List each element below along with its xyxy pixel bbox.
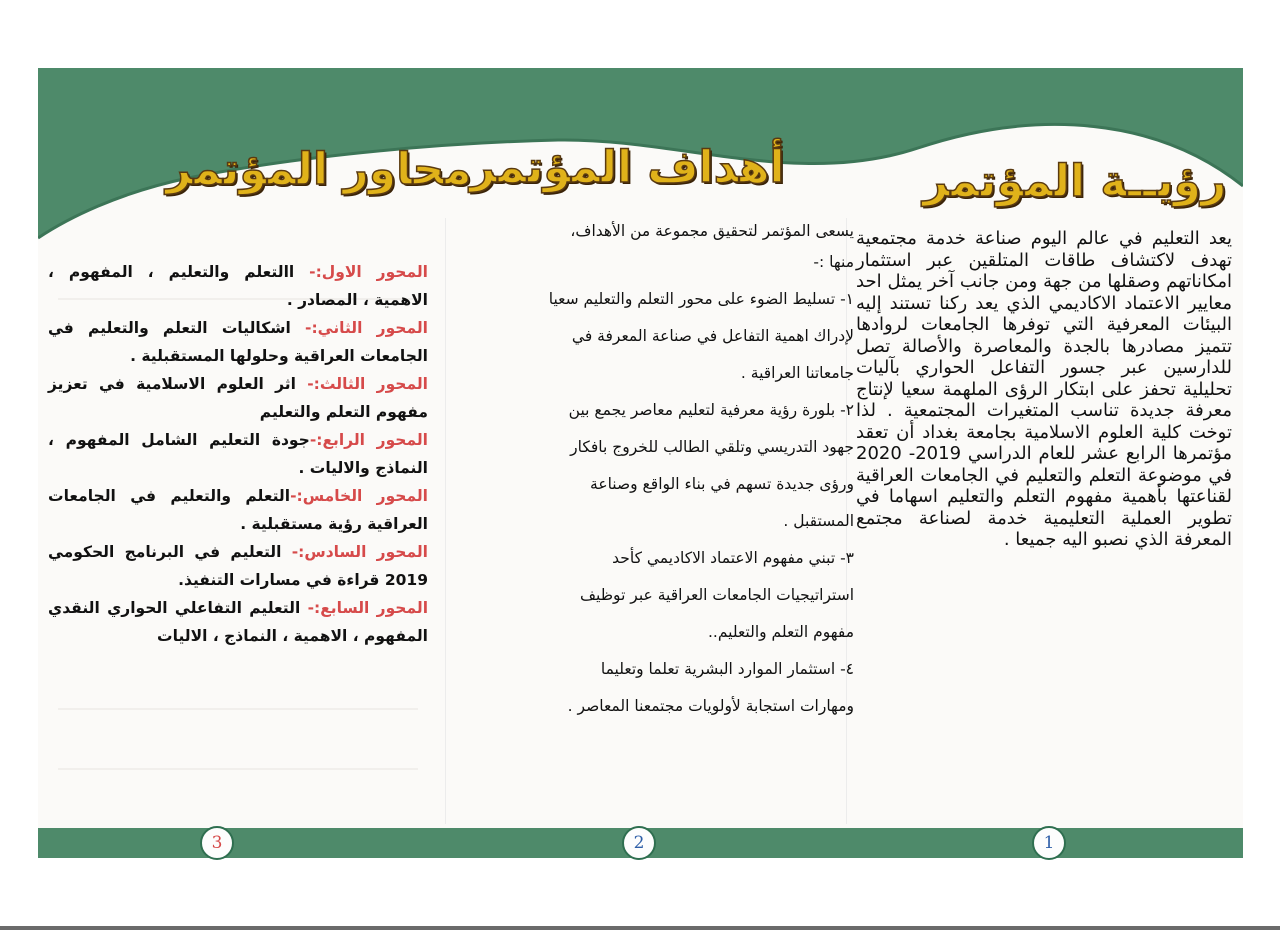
axis-text: جودة التعليم الشامل المفهوم ، النماذج والاليات .: [48, 431, 428, 477]
page-bottom-rule: [0, 926, 1280, 930]
goals-line: جامعاتنا العراقية .: [740, 364, 854, 382]
axes-list: [48, 258, 428, 650]
goals-line: جهود التدريسي وتلقي الطالب للخروج بافكار: [570, 438, 854, 456]
axis-text: اشكاليات التعلم والتعليم في الجامعات العراقية وحلولها المستقبلية .: [48, 319, 428, 365]
axis-item: [48, 314, 428, 370]
vision-heading: رؤيــة المؤتمر: [923, 156, 1227, 207]
goals-line: يسعى المؤتمر لتحقيق مجموعة من الأهداف،: [570, 222, 854, 240]
decor-line: [58, 768, 418, 770]
column-divider-left: [445, 218, 446, 824]
axis-label: المحور الاول:-: [309, 263, 428, 281]
axis-item: [48, 538, 428, 594]
axis-item: [48, 482, 428, 538]
axis-text: التعليم التفاعلي الحواري النقدي المفهوم ، الاهمية ، النماذج ، الاليات: [48, 599, 428, 645]
goals-line: منها :-: [813, 253, 854, 271]
goals-line: ٢- بلورة رؤية معرفية لتعليم معاصر يجمع بين: [568, 401, 854, 419]
brochure-sheet: [38, 68, 1243, 858]
axis-item: [48, 370, 428, 426]
goals-line: ورؤى جديدة تسهم في بناء الواقع وصناعة: [590, 475, 854, 493]
goals-heading: أهداف المؤتمر: [470, 142, 785, 193]
page-number-badge-3: 3: [200, 826, 234, 860]
axis-text: التعلم والتعليم في الجامعات العراقية رؤية مستقبلية .: [48, 487, 428, 533]
goals-line: المستقبل .: [783, 512, 854, 530]
goals-list: [458, 220, 854, 725]
axis-text: اثر العلوم الاسلامية في تعزيز مفهوم التعلم والتعليم: [48, 375, 428, 421]
axis-label: المحور الرابع:-: [309, 431, 428, 449]
goals-line: مفهوم التعلم والتعليم..: [707, 623, 854, 641]
vision-body: يعد التعليم في عالم اليوم صناعة خدمة مجتمعية تهدف لاكتشاف طاقات المتلقين عبر استثمار امكاناتهم وصقلها من جهة ومن جانب آخر يمثل احد معايير الاعتماد الاكاديمي الذي يعد ركنا تستند إليه البيئات المعرفية التي توفرها الجامعات لروادها تتميز مصادرها بالجدة والمعاصرة والأصالة تصل للدارسين عبر جسور التفاعل الحواري بآليات تحليلية تحفز على ابتكار الرؤى الملهمة سعيا لإنتاج معرفة جديدة تناسب المتغيرات المجتمعية . لذا توخت كلية العلوم الاسلامية بجامعة بغداد أن تعقد مؤتمرها الرابع عشر للعام الدراسي 2019- 2020 في موضوعة التعلم والتعليم في الجامعات العراقية لقناعتها بأهمية مفهوم التعلم والتعليم اسهاما في تطوير العملية التعليمية خدمة لصناعة مجتمع المعرفة الذي نصبو اليه جميعا .: [856, 228, 1233, 550]
axis-item: [48, 594, 428, 650]
decor-line: [58, 708, 418, 710]
axis-item: [48, 258, 428, 314]
page-number-badge-1: 1: [1032, 826, 1066, 860]
goals-line: استراتيجيات الجامعات العراقية عبر توظيف: [580, 586, 854, 604]
goals-line: لإدراك اهمية التفاعل في صناعة المعرفة في: [571, 327, 854, 345]
axis-label: المحور الخامس:-: [290, 487, 428, 505]
goals-line: ٣- تبني مفهوم الاعتماد الاكاديمي كأحد: [612, 549, 854, 567]
goals-line: ٤- استثمار الموارد البشرية تعلما وتعليما: [600, 660, 854, 678]
axis-label: المحور الثاني:-: [305, 319, 428, 337]
axis-label: المحور السابع:-: [307, 599, 429, 617]
axis-text: التعليم في البرنامج الحكومي 2019 قراءة في مسارات التنفيذ.: [48, 543, 428, 589]
bottom-band: [38, 828, 1243, 858]
axes-heading: محاور المؤتمر: [166, 144, 472, 195]
axis-text: االتعلم والتعليم ، المفهوم ، الاهمية ، المصادر .: [48, 263, 428, 309]
goals-line: ١- تسليط الضوء على محور التعلم والتعليم سعيا: [548, 290, 854, 308]
axis-item: [48, 426, 428, 482]
page-number-badge-2: 2: [622, 826, 656, 860]
goals-line: ومهارات استجابة لأولويات مجتمعنا المعاصر .: [567, 697, 854, 715]
axis-label: المحور السادس:-: [291, 543, 428, 561]
axis-label: المحور الثالث:-: [307, 375, 428, 393]
